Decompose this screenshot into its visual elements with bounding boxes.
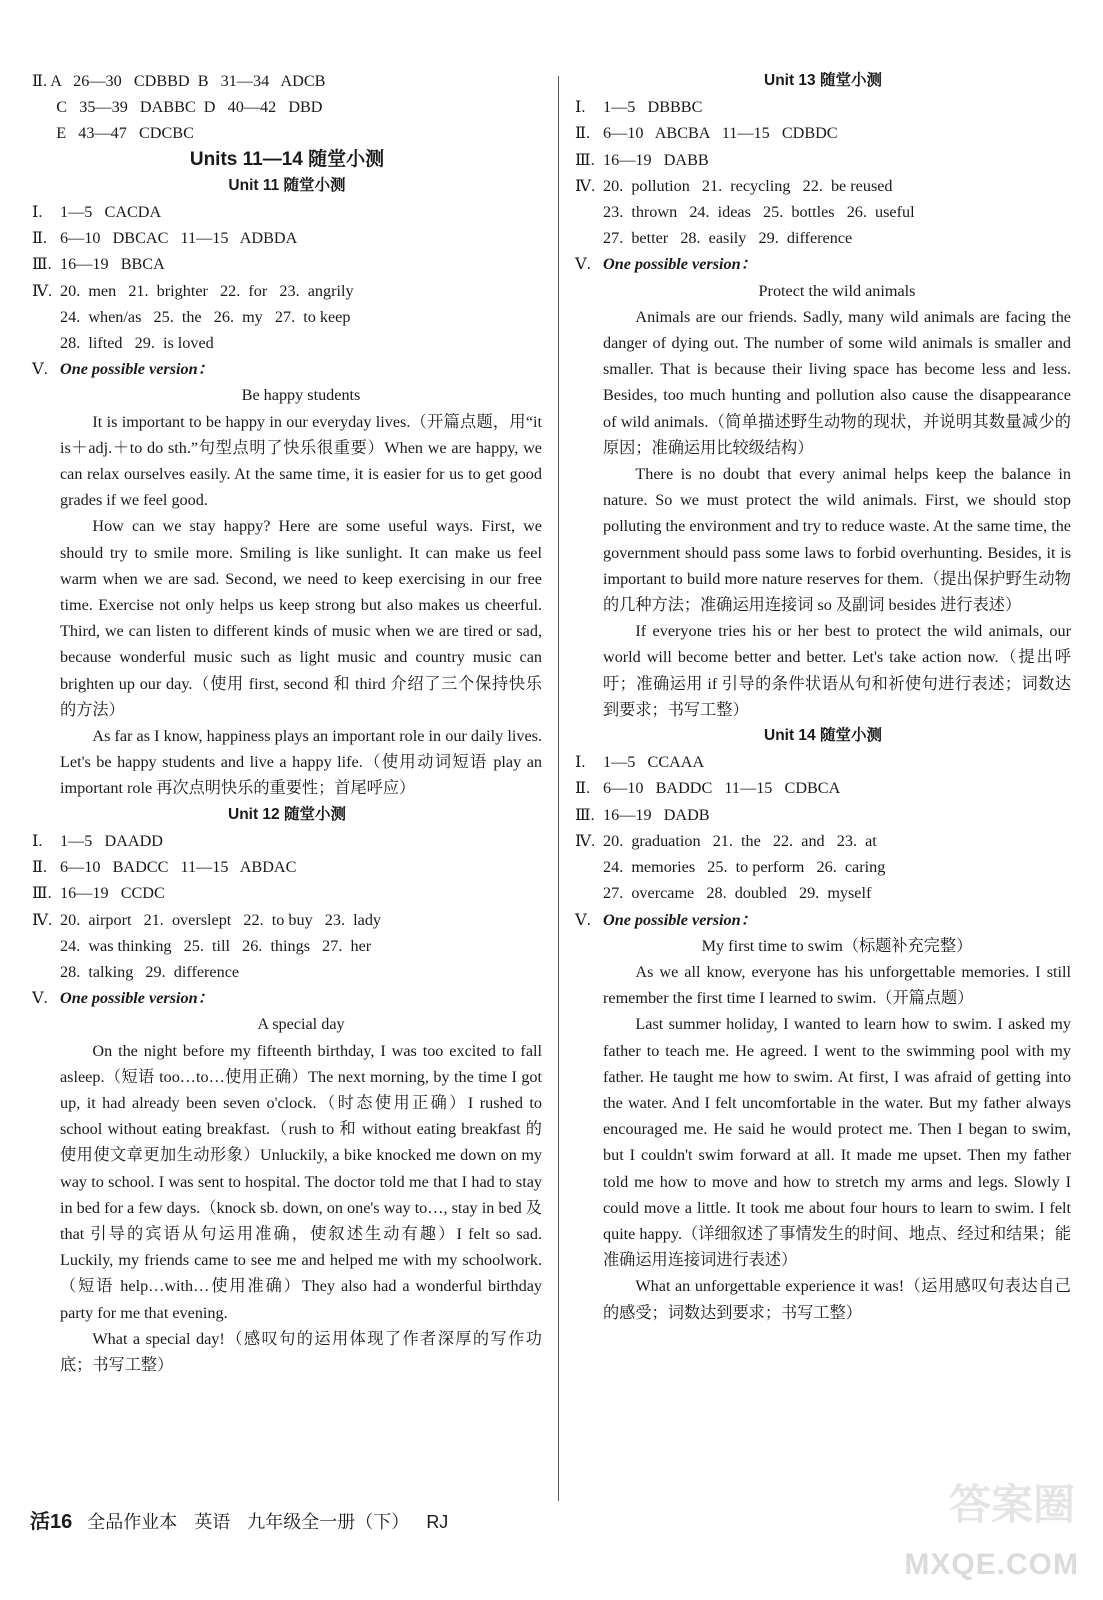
answer-continuation: 24. was thinking 25. till 26. things 27. her — [60, 936, 372, 955]
column-divider — [558, 76, 559, 1501]
answer-continuation: 28. talking 29. difference — [60, 962, 240, 981]
version-label: One possible version： — [603, 910, 757, 929]
answer-row — [32, 854, 542, 880]
section-number: Ⅲ. — [575, 805, 595, 824]
section-number: Ⅰ. — [32, 203, 43, 222]
section-number: Ⅴ. — [575, 255, 591, 274]
section-number: Ⅰ. — [575, 753, 586, 772]
answer-continuation: 27. better 28. easily 29. difference — [603, 229, 853, 248]
essay-paragraph: If everyone tries his or her best to protect the wild animals, our world will become better and better. Let's take action now.（提出呼吁；准确运用 if 引导的条件状语从句和祈使句进行表述；词数达到要求；书写工整） — [603, 622, 1071, 719]
answer-row — [32, 278, 542, 304]
answer-continuation: 24. memories 25. to perform 26. caring — [603, 858, 886, 877]
essay-paragraph: There is no doubt that every animal helps keep the balance in nature. So we must protect the wild animals. First, we should stop polluting the environment and try to reduce waste. At the same time, the government should pass some laws to forbid overhunting. Besides, it is important to build more nature reserves for them.（提出保护野生动物的几种方法；准确运用连接词 so 及副词 besides 进行表述） — [603, 465, 1071, 615]
unit-title: Unit 11 随堂小测 — [228, 176, 346, 194]
answer-text: 20. men 21. brighter 22. for 23. angrily — [60, 281, 354, 300]
section-title: Units 11—14 随堂小测 — [189, 148, 385, 170]
answer-continuation: 24. when/as 25. the 26. my 27. to keep — [60, 307, 351, 326]
answer-text: 1—5 CACDA — [60, 203, 162, 222]
answer-text: 16—19 BBCA — [60, 255, 165, 274]
section-number: Ⅲ. — [575, 150, 595, 169]
unit-title: Unit 13 随堂小测 — [764, 72, 882, 89]
answer-text: 1—5 CCAAA — [603, 753, 705, 772]
version-row — [575, 907, 1071, 933]
section-number: Ⅳ. — [575, 176, 596, 195]
answer-text: 6—10 ABCBA 11—15 CDBDC — [603, 124, 838, 143]
section-number: Ⅱ. — [32, 229, 48, 248]
right-column — [575, 68, 1071, 1326]
answer-continuation: 28. lifted 29. is loved — [60, 334, 214, 353]
page-number: 活16 — [30, 1511, 73, 1533]
answer-row — [32, 907, 542, 933]
essay-paragraph: What a special day!（感叹句的运用体现了作者深厚的写作功底；书写工整） — [60, 1329, 542, 1374]
section-number: Ⅴ. — [32, 989, 48, 1008]
answer-row — [32, 199, 542, 225]
section-number: Ⅳ. — [575, 831, 596, 850]
essay-paragraph: On the night before my fifteenth birthday, I was too excited to fall asleep.（短语 too…to…使用正确）The next morning, by the time I got up, it had already been seven o'clock.（时态使用正确）I rushed to school without eating breakfast.（rush to 和 without eating breakfast 的使用使文章更加生动形象）Unluckily, a bike knocked me down on my way to school. I was sent to hospital. The doctor told me that I had to stay in bed for a few days.（knock sb. down, on one's way to…, stay in bed 及 that 引导的宾语从句运用准确，使叙述生动有趣）I felt so sad. Luckily, my friends came to see me and helped me with my schoolwork.（短语 help…with…使用准确）They also had a wonderful birthday party for me that evening. — [60, 1041, 542, 1322]
answer-row — [575, 828, 1071, 854]
section-number: Ⅳ. — [32, 281, 53, 300]
version-row — [32, 356, 542, 382]
edition-label: RJ — [426, 1512, 449, 1532]
grade-label: 九年级全一册（下） — [247, 1512, 410, 1532]
essay-body — [32, 1038, 542, 1379]
left-column — [32, 68, 542, 1378]
answer-text: 20. graduation 21. the 22. and 23. at — [603, 831, 877, 850]
essay-paragraph: It is important to be happy in our everyday lives.（开篇点题，用“it is＋adj.＋to do sth.”句型点明了快乐很重要）When we are happy, we can relax ourselves easily. At the same time, it is easier for us to get good grades if we feel good. — [60, 412, 542, 510]
answer-row — [575, 120, 1071, 146]
essay-body — [575, 959, 1071, 1326]
section-number: Ⅴ. — [32, 360, 48, 379]
essay-paragraph: What an unforgettable experience it was!（运用感叹句表达自己的感受；词数达到要求；书写工整） — [603, 1277, 1071, 1322]
answer-row — [575, 775, 1071, 801]
essay-paragraph: As far as I know, happiness plays an important role in our daily lives. Let's be happy students and live a happy life.（使用动词短语 play an important role 再次点明快乐的重要性；首尾呼应） — [60, 727, 542, 798]
answer-continuation: 23. thrown 24. ideas 25. bottles 26. useful — [603, 203, 915, 222]
answer-text: 16—19 DADB — [603, 805, 710, 824]
subject-name: 英语 — [194, 1512, 231, 1532]
answer-line: Ⅱ. A 26—30 CDBBD B 31—34 ADCB — [32, 72, 326, 90]
essay-body — [575, 304, 1071, 723]
essay-title: My first time to swim（标题补充完整） — [701, 936, 973, 955]
section-number: Ⅱ. — [575, 124, 591, 143]
version-label: One possible version： — [603, 255, 757, 274]
section-number: Ⅴ. — [575, 910, 591, 929]
version-label: One possible version： — [60, 989, 214, 1008]
answer-row — [32, 880, 542, 906]
section-number: Ⅲ. — [32, 884, 52, 903]
answer-text: 1—5 DBBBC — [603, 98, 703, 117]
version-row — [575, 251, 1071, 277]
section-number: Ⅲ. — [32, 255, 52, 274]
answer-row — [575, 94, 1071, 120]
essay-title: Protect the wild animals — [758, 281, 916, 300]
essay-title: Be happy students — [241, 386, 361, 405]
unit-title: Unit 14 随堂小测 — [764, 727, 882, 745]
book-name: 全品作业本 — [87, 1512, 178, 1532]
answer-text: 6—10 DBCAC 11—15 ADBDA — [60, 229, 298, 248]
answer-row — [575, 802, 1071, 828]
watermark — [825, 1470, 1085, 1588]
section-number: Ⅱ. — [575, 779, 591, 798]
answer-text: 16—19 DABB — [603, 150, 709, 169]
page-footer — [30, 1505, 460, 1534]
answer-text: 1—5 DAADD — [60, 831, 163, 850]
section-number: Ⅰ. — [32, 831, 43, 850]
answer-line: E 43—47 CDCBC — [32, 124, 194, 143]
essay-paragraph: Animals are our friends. Sadly, many wild animals are facing the danger of dying out. The number of some wild animals is smaller and smaller. That is because their living space has become less and less. Besides, too much hunting and pollution also cause the disappearance of wild animals.（简单描述野生动物的现状，并说明其数量减少的原因；准确运用比较级结构） — [603, 307, 1071, 457]
version-row — [32, 985, 542, 1011]
answer-text: 20. pollution 21. recycling 22. be reused — [603, 176, 893, 195]
version-label: One possible version： — [60, 360, 214, 379]
watermark-text: MXQE.COM — [904, 1548, 1079, 1581]
answer-row — [575, 749, 1071, 775]
essay-paragraph: Last summer holiday, I wanted to learn how to swim. I asked my father to teach me. He agreed. I went to the swimming pool with my father. He taught me how to swim. At first, I was afraid of getting into the water. And I felt uncomfortable in the water. But my father always encouraged me. He said he would protect me. Then I began to swim, but I couldn't swim forward at all. It made me upset. Then my father told me how to move and how to stretch my arms and legs. Slowly I could move a little. It took me about four hours to learn to swim. I felt quite happy.（详细叙述了事情发生的时间、地点、经过和结果；能准确运用连接词进行表述） — [603, 1015, 1071, 1270]
answer-row — [32, 225, 542, 251]
essay-paragraph: As we all know, everyone has his unforgettable memories. I still remember the first time I learned to swim.（开篇点题） — [603, 962, 1071, 1008]
answer-row — [32, 251, 542, 277]
section-number: Ⅱ. — [32, 858, 48, 877]
answer-continuation: 27. overcame 28. doubled 29. myself — [603, 884, 872, 903]
answer-text: 6—10 BADDC 11—15 CDBCA — [603, 779, 841, 798]
watermark-logo: 答案圈 — [948, 1480, 1075, 1529]
answer-row — [575, 173, 1071, 199]
unit-title: Unit 12 随堂小测 — [228, 805, 346, 823]
section-number: Ⅰ. — [575, 98, 586, 117]
answer-text: 6—10 BADCC 11—15 ABDAC — [60, 858, 297, 877]
essay-title: A special day — [257, 1015, 345, 1034]
answer-text: 16—19 CCDC — [60, 884, 165, 903]
answer-line: C 35—39 DABBC D 40—42 DBD — [32, 98, 323, 117]
essay-paragraph: How can we stay happy? Here are some useful ways. First, we should try to smile more. Smiling is like sunlight. It can make us feel warm when we are sad. Second, we need to keep exercising in our free time. Exercise not only helps us keep strong but also makes us cheerful. Third, we can listen to different kinds of music when we are tired or sad, because wonderful music such as light music and country music can brighten up our day.（使用 first, second 和 third 介绍了三个保持快乐的方法） — [60, 517, 542, 719]
answer-row — [32, 828, 542, 854]
answer-row — [575, 147, 1071, 173]
section-number: Ⅳ. — [32, 910, 53, 929]
answer-text: 20. airport 21. overslept 22. to buy 23. lady — [60, 910, 382, 929]
essay-body — [32, 409, 542, 802]
